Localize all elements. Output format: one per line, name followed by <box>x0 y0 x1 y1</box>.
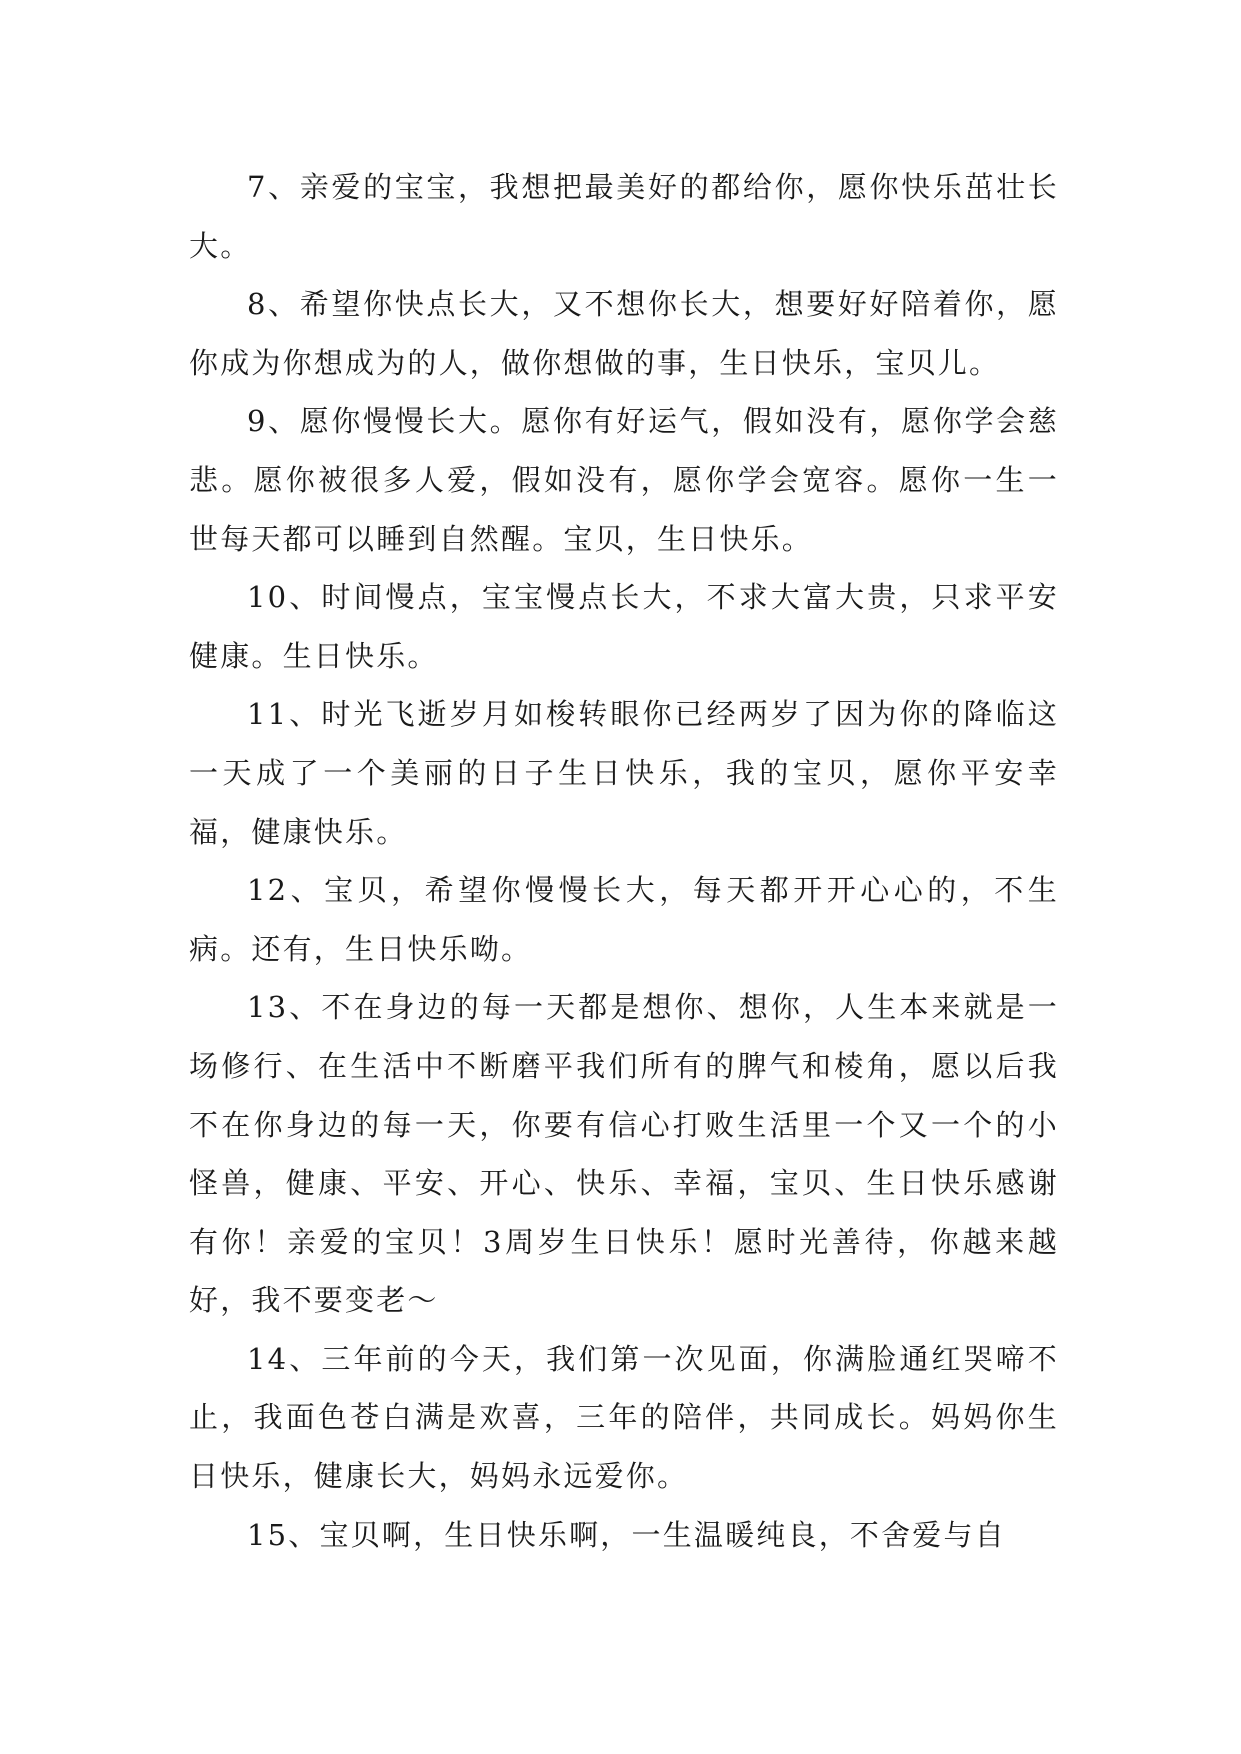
paragraph-13: 13、不在身边的每一天都是想你、想你，人生本来就是一场修行、在生活中不断磨平我们所有的脾气和棱角，愿以后我不在你身边的每一天，你要有信心打败生活里一个又一个的小怪兽，健康、平安、开心、快乐、幸福，宝贝、生日快乐感谢有你！亲爱的宝贝！3周岁生日快乐！愿时光善待，你越来越好，我不要变老～ <box>189 990 1059 1318</box>
paragraph-9: 9、愿你慢慢长大。愿你有好运气，假如没有，愿你学会慈悲。愿你被很多人爱，假如没有，愿你学会宽容。愿你一生一世每天都可以睡到自然醒。宝贝，生日快乐。 <box>189 404 1059 556</box>
paragraph-8: 8、希望你快点长大，又不想你长大，想要好好陪着你，愿你成为你想成为的人，做你想做的事，生日快乐，宝贝儿。 <box>189 287 1059 380</box>
paragraph-15: 15、宝贝啊，生日快乐啊，一生温暖纯良，不舍爱与自 <box>247 1517 1006 1552</box>
paragraph-12: 12、宝贝，希望你慢慢长大，每天都开开心心的，不生病。还有，生日快乐呦。 <box>189 873 1059 966</box>
document-body <box>189 158 1059 1564</box>
paragraph-10: 10、时间慢点，宝宝慢点长大，不求大富大贵，只求平安健康。生日快乐。 <box>189 580 1059 673</box>
paragraph-7: 7、亲爱的宝宝，我想把最美好的都给你，愿你快乐茁壮长大。 <box>189 170 1059 263</box>
paragraph-14: 14、三年前的今天，我们第一次见面，你满脸通红哭啼不止，我面色苍白满是欢喜，三年的陪伴，共同成长。妈妈你生日快乐，健康长大，妈妈永远爱你。 <box>189 1341 1059 1494</box>
paragraph-11: 11、时光飞逝岁月如梭转眼你已经两岁了因为你的降临这一天成了一个美丽的日子生日快乐，我的宝贝，愿你平安幸福，健康快乐。 <box>189 697 1059 849</box>
